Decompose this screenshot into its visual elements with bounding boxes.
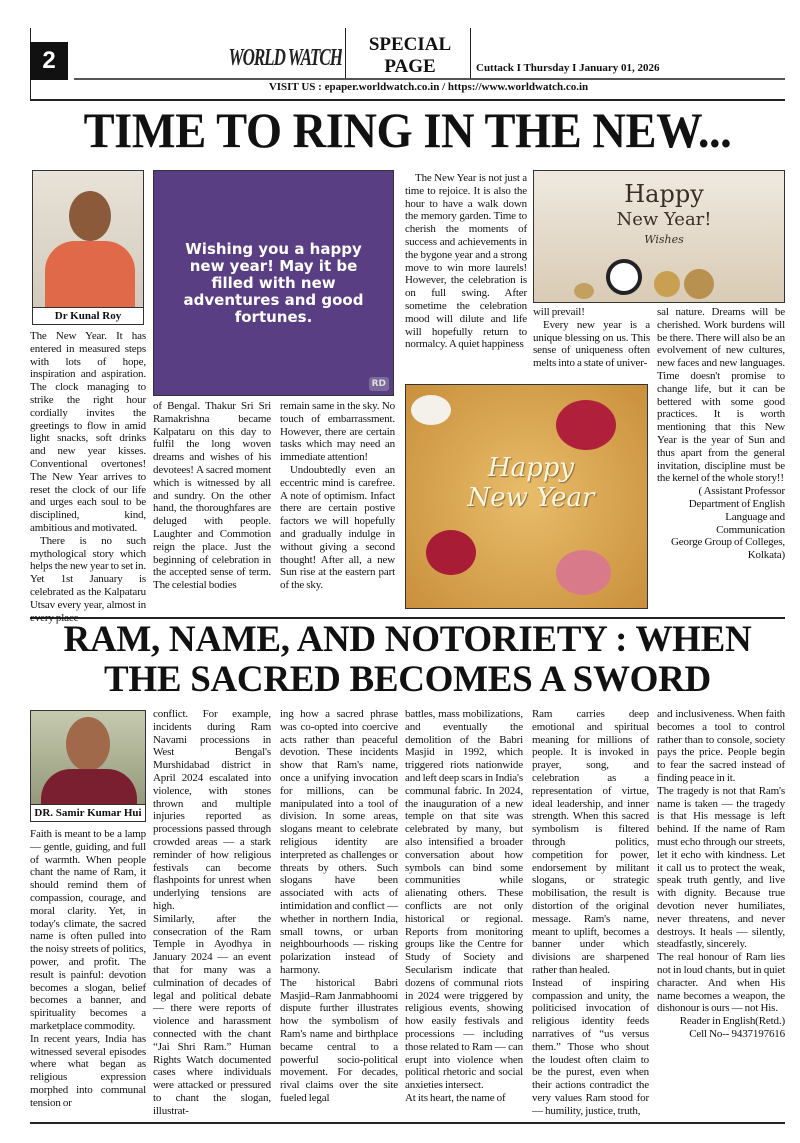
sig-line: ( Assistant Professor <box>698 485 785 498</box>
card-text: Wishing you a happy new year! May it be filled with new adventures and good fortunes. <box>183 239 364 326</box>
article1-col2 <box>153 400 271 592</box>
paragraph: Undoubtedly even an eccentric mind is carefree. A note of optimism. Infact there are certain postive factors we will hopefully and gradually indulge in without giving a second thought! After all, a new Sun rise at the eastern part of the sky. <box>280 463 395 592</box>
paragraph: sal nature. Dreams will be cherished. Work burdens will be there. There will also be an evolvement of new cultures, new faces and new languages. Time doesn't promise to change life, but it can be bettered with some good practices. It is worth mentioning that this New Year is the year of Sun and thus apart from the general invitation, discipline must be the kernel of the whole story!! <box>657 306 785 485</box>
paragraph: will prevail! <box>533 306 585 318</box>
paragraph: Every new year is a unique blessing on us. This sense of uniqueness often melts into a state of univer- <box>533 318 650 370</box>
article2-col3 <box>280 708 398 1105</box>
paragraph: The New Year. It has entered in measured steps with lots of hope, inspiration and aspiration. The clock managing to strike the right hour cordially invites the greetings to flow in amid light snacks, soft drinks and new year kisses. Conventional overtones! The New Year arrives to reset the clock of our life and urges each soul to be disciplined, kind, ambitious and motivated. <box>30 330 146 534</box>
paragraph: The real honour of Ram lies not in loud chants, but in quiet character. And when His name becomes a weapon, the dishonour is ours — not His. <box>657 951 785 1015</box>
face-shape <box>69 191 111 241</box>
paragraph: battles, mass mobilizations, and eventually the demolition of the Babri Masjid in 1992, which triggered riots nationwide and left deep scars in India's communal fabric. In 2024, the inauguration of a new temple on that site was celebrated by many, but also intensified a broader conversation about how symbols can bind some communities while alienating others. These conflicts are not only historical or regional. Reports from monitoring groups like the Centre for Study of Society and Secularism indicate that dozens of communal riots in 2024 were triggered by religious events, showing how easily festivals and processions — including those related to Ram — can erupt into violence when political rhetoric and social anxieties intersect. <box>405 708 523 1092</box>
article2-col4 <box>405 708 523 1105</box>
rule <box>30 1122 785 1124</box>
page-number: 2 <box>30 42 68 80</box>
logo: WORLD WATCH <box>228 44 342 71</box>
img-text: New Year <box>467 483 595 513</box>
paragraph: The historical Babri Masjid–Ram Janmabhoomi dispute further illustrates how the symbolism of Ram's name and birthplace became central to a powerful socio-political movement. For decades, rival claims over the site fueled legal <box>280 976 398 1104</box>
rule <box>74 78 785 80</box>
shirt-shape <box>41 769 137 809</box>
divider <box>470 28 471 78</box>
paragraph: Ram carries deep emotional and spiritual meaning for millions of people. It is invoked in prayer, song, and celebration as a representation of virtue, ideal leadership, and inner strength. When this sacred symbolism is filtered through politics, competition for power, endorsement by militant slogans, or strategic mobilisation, the result is distortion of the original message. Ram's name, meant to uplift, becomes a banner under which divisions are sharpened rather than healed. <box>532 708 649 976</box>
headline-1: TIME TO RING IN THE NEW... <box>83 102 732 158</box>
article2-col1 <box>30 828 146 1110</box>
rose-shape <box>426 530 476 575</box>
face-shape <box>66 717 110 771</box>
dateline: Cuttack I Thursday I January 01, 2026 <box>476 62 660 74</box>
article2-col2 <box>153 708 271 1118</box>
ornament-shape <box>684 269 714 299</box>
image-caption <box>604 181 724 246</box>
paragraph: remain same in the sky. No touch of embarrassment. However, there are certain tasks which may need an immediate attention! <box>280 400 395 464</box>
paragraph: of Bengal. Thakur Sri Sri Ramakrishna became Kalpataru on this day to fulfil the long woven dreams and wishes of his devotees! A sacred moment which is witnessed by all and sundry. On the other hand, the thoroughfares are deluged with people. Laughter and Commotion reign the place. Just the beginning of celebration in the accepted sense of term. The celestial bodies <box>153 400 271 592</box>
section-line2: PAGE <box>384 56 436 77</box>
article1-col4 <box>405 172 527 351</box>
headline-2: RAM, NAME, AND NOTORIETY : WHEN THE SACRED BECOMES A SWORD <box>63 619 752 700</box>
author-photo <box>30 710 146 822</box>
image-caption <box>461 453 601 513</box>
paragraph: The New Year is not just a time to rejoice. It is also the hour to have a walk down the memory garden. Time to cherish the moments of success and achievements in the bygone year and a strong move to win more laurels! However, the celebration is on full swing. After sometime the celebration mood will dilute and life will hopefully return to normalcy. A quiet happiness <box>405 172 527 351</box>
section-title <box>350 34 470 78</box>
new-year-clock-image <box>533 170 785 303</box>
greeting-card-image <box>153 170 394 396</box>
article1-col5 <box>533 306 650 370</box>
sig-line: Reader in English(Retd.) <box>679 1015 785 1028</box>
paragraph: The tragedy is not that Ram's name is taken — the tragedy is that His message is left behind. If the name of Ram must echo through our streets, let it echo with kindness. Let it call us to protect the weak, speak truth gently, and live with dignity. Because true devotion never humiliates, never threatens, and never destroys. It heals — silently, steadfastly, sincerely. <box>657 784 785 951</box>
paragraph: At its heart, the name of <box>405 1091 506 1104</box>
rd-badge: RD <box>369 377 389 391</box>
divider <box>345 28 346 78</box>
shirt-shape <box>45 241 135 311</box>
paragraph: conflict. For example, incidents during Ram Navami processions in West Bengal's Murshidabad district in April 2024 escalated into violence, with stones thrown and multiple injuries reported as processions passed through crowded areas — a stark reminder of how religious festivals can become flashpoints for unrest when underlying tensions are high. <box>153 708 271 912</box>
img-text: Happy <box>487 453 575 483</box>
author-caption: DR. Samir Kumar Hui <box>30 804 146 822</box>
author-signature <box>657 1015 785 1041</box>
section-line1: SPECIAL <box>368 34 452 55</box>
article1-col3 <box>280 400 395 592</box>
ornament-shape <box>574 283 594 299</box>
paragraph: Faith is meant to be a lamp — gentle, guiding, and full of warmth. When people chant the name of Ram, it should remind them of compassion, courage, and moral clarity. Yet, in today's climate, the sacred name is often pulled into the noisy streets of politics, power, and profit. The result is painful: devotion becomes a slogan, belief becomes a banner, and spirituality becomes a marketplace commodity. <box>30 828 146 1032</box>
paragraph: ing how a sacred phrase was co-opted into coercive acts rather than peaceful devotion. These incidents show that Ram's name, once a unifying invocation for millions, can be manipulated into a tool of division. In some areas, slogans meant to celebrate religious identity are interpreted as challenges or threats by others. Such slogans have been associated with acts of intimidation and conflict — whether in northern India, small towns, or urban neighbourhoods — risking polarization instead of harmony. <box>280 708 398 976</box>
author-signature <box>657 485 785 562</box>
lily-shape <box>411 395 451 425</box>
clock-icon <box>606 259 642 295</box>
img-text: Wishes <box>644 233 684 246</box>
article2-col5 <box>532 708 649 1118</box>
rose-shape <box>556 550 611 595</box>
floral-new-year-image <box>405 384 648 609</box>
ornament-shape <box>654 271 680 297</box>
article1-col1 <box>30 330 146 624</box>
paragraph: In recent years, India has witnessed several episodes where what began as religious expression morphed into communal tension or <box>30 1032 146 1109</box>
author-photo <box>32 170 144 325</box>
paragraph: There is no such mythological story which helps the new year to set in. Yet 1st January is celebrated as the Kalpataru Utsav every year, almost in every place <box>30 534 146 624</box>
img-text: Happy <box>624 180 704 208</box>
img-text: New Year! <box>616 209 712 230</box>
rose-shape <box>556 400 616 450</box>
visit-links[interactable]: VISIT US : epaper.worldwatch.co.in / https://www.worldwatch.co.in <box>268 81 589 93</box>
paragraph: Instead of inspiring compassion and unity, the politicised invocation of religious identity feeds narratives of “us versus them.” Those who shout the loudest often claim to be the purest, even when their actions contradict the very values Ram stood for — humility, justice, truth, <box>532 976 649 1117</box>
article2-col6 <box>657 708 785 1041</box>
paragraph: Similarly, after the consecration of the Ram Temple in Ayodhya in January 2024 — an event that for many was a culmination of decades of legal and political debate — there were reports of violence and harassment connected with the chant “Jai Shri Ram.” Human Rights Watch documented cases where individuals were attacked or pressured to chant the slogan, illustrat- <box>153 912 271 1117</box>
paragraph: and inclusiveness. When faith becomes a tool to control rather than to console, society pays the price. People begin to fear the sacred instead of finding peace in it. <box>657 708 785 784</box>
sig-line: George Group of Colleges, Kolkata) <box>671 536 785 562</box>
sig-line: Cell No-- 9437197616 <box>689 1027 785 1040</box>
sig-line: Department of English <box>688 497 785 510</box>
article1-col6 <box>657 306 785 562</box>
sig-line: Language and Communication <box>716 510 785 536</box>
author-caption: Dr Kunal Roy <box>32 307 144 325</box>
